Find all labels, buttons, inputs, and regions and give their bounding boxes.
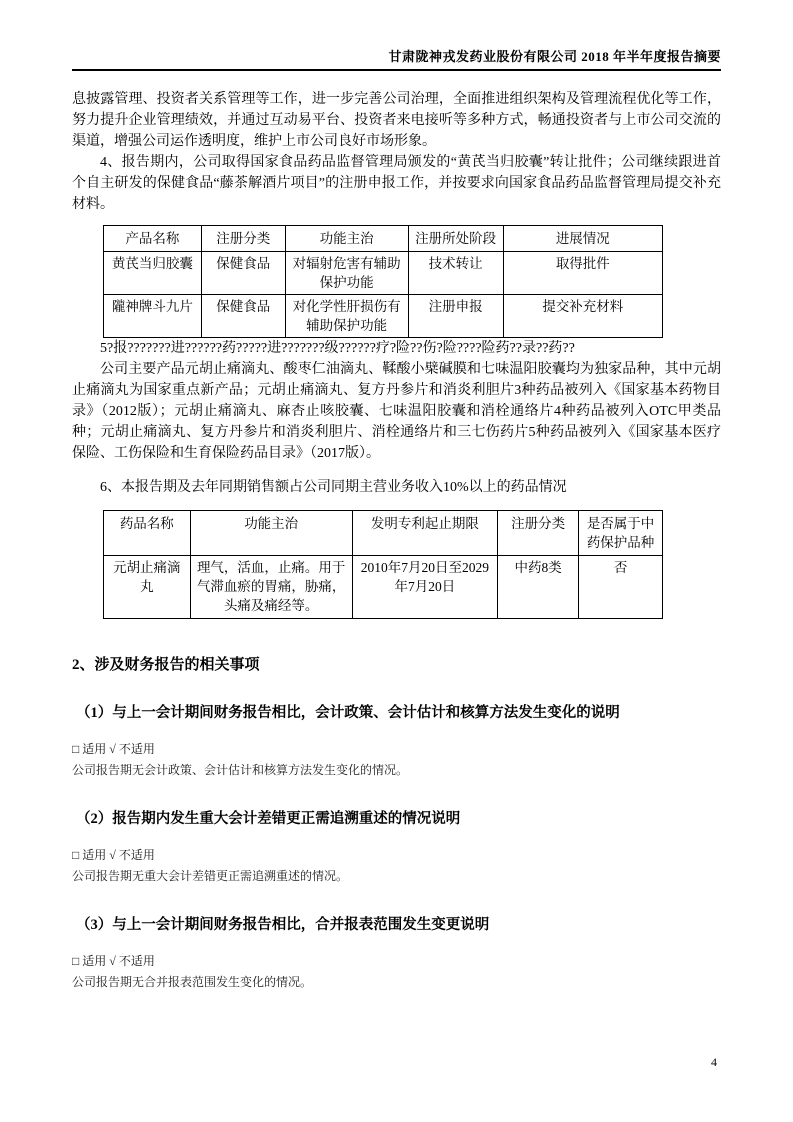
table-header-cell: 发明专利起止期限	[352, 511, 497, 556]
products-paragraph-block	[72, 359, 721, 464]
header-title: 甘肃陇神戎发药业股份有限公司 2018 年半年度报告摘要	[388, 49, 721, 64]
subsection-3-heading: （3）与上一会计期间财务报告相比，合并报表范围发生变更说明	[76, 917, 490, 933]
table-cell: 保健食品	[201, 295, 285, 338]
section-2-title: 2、涉及财务报告的相关事项	[72, 657, 260, 673]
paragraph-continuation: 息披露管理、投资者关系管理等工作，进一步完善公司治理，全面推进组织架构及管理流程优化等工作，努力提升企业管理绩效，并通过互动易平台、投资者来电接听等多种方式，畅通投资者与上市公司交流的渠道，增强公司运作透明度，维护上市公司良好市场形象。	[72, 92, 721, 149]
table-header-cell: 注册分类	[498, 511, 579, 556]
table-header-cell: 是否属于中药保护品种	[579, 511, 663, 556]
table-cell: 对辐射危害有辅助保护功能	[285, 252, 408, 295]
table-header-cell: 进展情况	[503, 226, 662, 252]
table-row	[104, 252, 663, 295]
page-number: 4	[711, 1055, 717, 1069]
table-cell: 2010年7月20日至2029年7月20日	[352, 556, 497, 619]
subsection-2-heading: （2）报告期内发生重大会计差错更正需追溯重述的情况说明	[76, 811, 461, 827]
table-cell: 技术转让	[408, 252, 503, 295]
table-cell: 黄芪当归胶囊	[104, 252, 202, 295]
note-line: 公司报告期无重大会计差错更正需追溯重述的情况。	[72, 869, 349, 883]
table-cell: 隴神牌斗九片	[104, 295, 202, 338]
table-row	[104, 556, 663, 619]
table-header-row	[104, 511, 663, 556]
page-header	[72, 0, 721, 71]
note-line: 公司报告期无合并报表范围发生变化的情况。	[72, 975, 313, 989]
table-header-cell: 注册分类	[201, 226, 285, 252]
garbled-text-line: 5?报???????进??????药?????进???????级??????疗?险??伤?险????险药??录??药??	[100, 341, 575, 356]
table-cell: 对化学性肝损伤有辅助保护功能	[285, 295, 408, 338]
table-row	[104, 295, 663, 338]
applicability-line: □ 适用 √ 不适用	[72, 742, 155, 756]
applicability-line: □ 适用 √ 不适用	[72, 954, 155, 968]
table-header-cell: 功能主治	[190, 511, 352, 556]
table-header-cell: 功能主治	[285, 226, 408, 252]
note-line: 公司报告期无会计政策、会计估计和核算方法发生变化的情况。	[72, 763, 409, 777]
table-header-cell: 注册所处阶段	[408, 226, 503, 252]
item-6-heading: 6、本报告期及去年同期销售额占公司同期主营业务收入10%以上的药品情况	[100, 480, 567, 495]
table-header-row	[104, 226, 663, 252]
table-cell: 中药8类	[498, 556, 579, 619]
paragraph-main-products: 公司主要产品元胡止痛滴丸、酸枣仁油滴丸、鞣酸小檗碱膜和七味温阳胶囊均为独家品种，其中元胡止痛滴丸为国家重点新产品；元胡止痛滴丸、复方丹参片和消炎利胆片3种药品被列入《国家基本药物目录》（2012版）；元胡止痛滴丸、麻杏止咳胶囊、七味温阳胶囊和消栓通络片4种药品被列入OTC甲类品种；元胡止痛滴丸、复方丹参片和消炎利胆片、消栓通络片和三七伤药片5种药品被列入《国家基本医疗保险、工伤保险和生育保险药品目录》（2017版）。	[72, 362, 721, 461]
table-cell: 保健食品	[201, 252, 285, 295]
drug-sales-table	[103, 510, 663, 619]
table-cell: 元胡止痛滴丸	[104, 556, 191, 619]
body-text-block	[72, 89, 721, 215]
table-header-cell: 药品名称	[104, 511, 191, 556]
subsection-1-heading: （1）与上一会计期间财务报告相比，会计政策、会计估计和核算方法发生变化的说明	[76, 705, 620, 721]
applicability-line: □ 适用 √ 不适用	[72, 848, 155, 862]
paragraph-item-4: 4、报告期内，公司取得国家食品药品监督管理局颁发的“黄芪当归胶囊”转让批件；公司继续跟进首个自主研发的保健食品“藤茶解酒片项目”的注册申报工作，并按要求向国家食品药品监督管理局提交补充材料。	[72, 155, 721, 212]
table-cell: 理气，活血，止痛。用于气滞血瘀的胃痛，胁痛，头痛及痛经等。	[190, 556, 352, 619]
table-cell: 提交补充材料	[503, 295, 662, 338]
table-header-cell: 产品名称	[104, 226, 202, 252]
table-cell: 取得批件	[503, 252, 662, 295]
product-registration-table	[103, 225, 663, 338]
table-cell: 注册申报	[408, 295, 503, 338]
table-cell: 否	[579, 556, 663, 619]
